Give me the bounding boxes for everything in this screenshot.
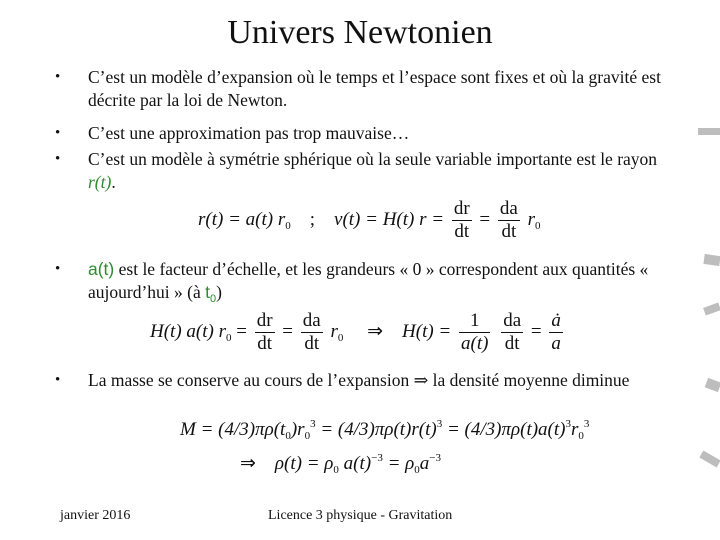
bullet-text: a(t) est le facteur d’échelle, et les grandeurs « 0 » correspondent aux quantités « aujourd’hui » (à $t_0$): [88, 259, 649, 305]
bullet-text: La masse se conserve au cours de l’expansion ⇒ la densité moyenne diminue: [88, 370, 630, 390]
equation-density: ⇒ $\rho(t) = \rho_0$ $a(t)^{-3} = \rho_0a^{-3}$: [240, 452, 441, 476]
equation-hubble: H(t) a(t) $r_0$ = $\frac{dr}{dt}$ = $\frac{da}{dt}$ $r_0$ ⇒ H(t) = $\frac{1}{a(t)}$ $\frac{da}{dt}$ = $\frac{ȧ}{a}$: [150, 310, 561, 354]
implies-icon: ⇒: [240, 453, 256, 474]
at-variable: a(t): [88, 259, 115, 279]
rt-variable: r(t): [88, 172, 112, 192]
right-decoration: [660, 0, 720, 540]
footer-date: janvier 2016: [60, 508, 131, 523]
page-title: Univers Newtonien: [227, 14, 493, 51]
bullet-text: C’est un modèle d’expansion où le temps et l’espace sont fixes et où la gravité est décrite par la loi de Newton.: [88, 67, 661, 110]
equation-mass: $M = (4/3)\pi\rho(t_0)r_0^3 = (4/3)\pi\rho(t)r(t)^3 = (4/3)\pi\rho(t)a(t)^3r_0^3$: [180, 418, 590, 442]
footer-course: Licence 3 physique - Gravitation: [268, 508, 453, 523]
bullet-icon: •: [55, 69, 61, 85]
bullet-icon: •: [55, 261, 61, 277]
bullet-icon: •: [55, 372, 61, 388]
equation-velocity: r(t) = a(t) $r_0$ ; v(t) = H(t) r = $\frac{dr}{dt}$ = $\frac{da}{dt}$ $r_0$: [198, 198, 541, 242]
bullet-icon: •: [55, 125, 61, 141]
bullet-text: C’est une approximation pas trop mauvaise…: [88, 123, 410, 143]
bullet-icon: •: [55, 151, 61, 167]
implies-icon: ⇒: [367, 320, 384, 342]
bullet-text: C’est un modèle à symétrie sphérique où la seule variable importante est le rayon r(t).: [88, 149, 658, 192]
